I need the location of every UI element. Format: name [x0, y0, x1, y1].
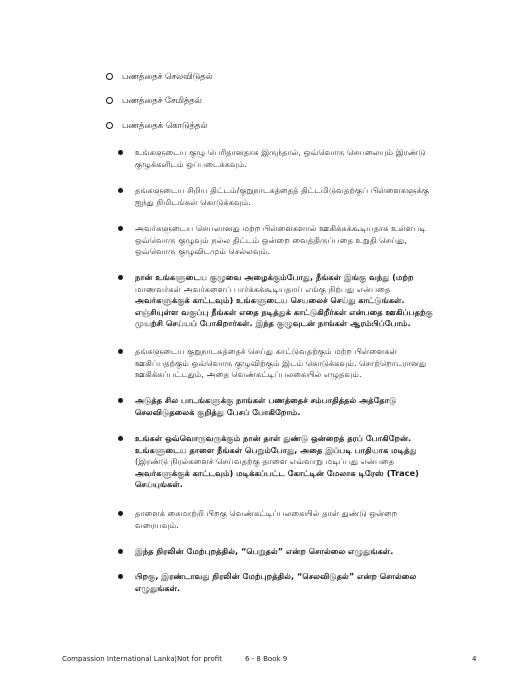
sub-bullet-text: பணத்தைச் செலவிடுதல் [122, 71, 213, 81]
bullet-item [135, 346, 495, 381]
hollow-circle-bullet-icon [106, 97, 113, 104]
sub-bullet-item [122, 120, 207, 131]
bullet-line: உங்களுடைய தாளை நீங்கள் பெறும்போது, அதை இப்படி பாதியாக மடித்து [135, 444, 417, 455]
sub-bullet-text: பணத்தைக் கொடுத்தல் [122, 120, 208, 130]
bullet-line: உங்களுடைய குழு பெரிதானதாக இருந்தால், ஒவ்வொரு செயலையும் இரண்டு [135, 147, 426, 157]
bullet-line: மாணவர்கள் அவர்களைப் பார்க்கக்கூடியதாய் எங்கு நிற்பது என்பதை [135, 283, 391, 294]
hollow-circle-bullet-icon [106, 122, 113, 129]
page-number: 4 [472, 655, 477, 663]
bullet-icon [118, 150, 123, 155]
bullet-line: தங்களுடைய குறுநாடகத்தைச் செய்து காட்டுவதற்கும் மற்ற பிள்ளைகள் [135, 346, 398, 356]
footer-center-text: 6 - 8 Book 9 [245, 655, 288, 663]
bullet-line: ஒவ்வொரு குழுவும் நல்ல திட்டம் ஒன்றை வைத்திருப்பதை உறுதி செய்து, [135, 234, 407, 245]
bullet-icon [118, 549, 123, 554]
bullet-line: வரையவும். [135, 519, 179, 530]
bullet-line: எழுதுங்கள். [135, 582, 181, 593]
bullet-line: அடுத்த சில பாடங்களுக்கு நாங்கள் பணத்தைச் சம்பாதித்தல் அத்தோடு [135, 395, 397, 405]
bullet-item [135, 185, 495, 208]
bullet-item [135, 147, 495, 170]
bullet-icon [118, 349, 123, 354]
bullet-line: தாளைக் கைமாற்றி பிறகு வெண்கட்டிப்பலகையில் தாள் துண்டு ஒன்றை [135, 508, 398, 518]
hollow-circle-bullet-icon [106, 73, 113, 80]
bullet-line: முயற்சி செய்யப் போகிறார்கள். இந்த குழுவுடன் நாங்கள் ஆரம்பிப்போம். [135, 318, 411, 329]
bullet-line: ஐந்து நிமிடங்கள் கொடுக்கவும். [135, 196, 251, 207]
bullet-item [135, 272, 495, 330]
bullet-item [135, 546, 495, 558]
bullet-line: நான் உங்களுடைய குழுவை அழைக்கும்போது, நீங்கள் இங்கு வந்து (மற்ற [135, 272, 414, 282]
bullet-line: தங்களுடைய சிறிய திட்டம்/குறுநாடகத்தைத் திட்டமிடுவதற்குப் பிள்ளைகளுக்கு [135, 185, 430, 195]
bullet-icon [118, 574, 123, 579]
bullet-line: அவர்களுடைய செயலானது மற்ற பிள்ளைகளால் ஊகிக்கக்கூடியதாக உள்ளபடி [135, 223, 426, 233]
bullet-line: ஊகிக்கப்பட்டதும், அதை வெண்கட்டிப்பலகையில் எழுதவும். [135, 369, 362, 380]
bullet-line: எஞ்சியுள்ள வகுப்பு நீங்கள் எதை நடித்துக் காட்டுகிறீர்கள் என்பதை ஊகிப்பதற்கு [135, 306, 433, 317]
bullet-line: செய்யுங்கள். [135, 479, 183, 490]
bullet-icon [118, 511, 123, 516]
bullet-icon [118, 275, 123, 280]
bullet-line: அவர்களுக்குக் காட்டவும்) மடிக்கப்பட்ட கோட்டின் மேலாக டிரேஸ் (Trace) [135, 467, 419, 478]
bullet-item [135, 395, 495, 418]
bullet-item [135, 571, 495, 594]
bullet-line: செலவிடுதலைக் குறித்து பேசப் போகிறோம். [135, 406, 301, 417]
bullet-icon [118, 188, 123, 193]
bullet-icon [118, 436, 123, 441]
bullet-line: ஊகிப்பதற்கும் ஒவ்வொரு குழுவிற்கும் இடம் கொடுக்கவும். சொற்றொடரானது [135, 357, 427, 368]
bullet-item [135, 508, 495, 531]
bullet-line: பிறகு, இரண்டாவது நிரலின் மேற்புறத்தில், “செலவிடுதல்” என்ற சொல்லை [135, 571, 417, 581]
bullet-icon [118, 398, 123, 403]
sub-bullet-item [122, 95, 202, 106]
bullet-line: குழுக்களிடம் ஒப்படைக்கவும். [135, 158, 248, 169]
bullet-line: உங்கள் ஒவ்வொருவருக்கும் நான் தாள் துண்டு ஒன்றைத் தரப் போகிறேன். [135, 433, 412, 443]
sub-bullet-item [122, 71, 213, 82]
bullet-line: ஒவ்வொரு குழுவிடமும் செல்லவும். [135, 246, 270, 257]
footer-left-text: Compassion International Lanka|Not for profit [62, 655, 222, 663]
bullet-icon [118, 226, 123, 231]
bullet-item [135, 433, 495, 491]
bullet-line: (இரண்டு நிரல்களைச் செய்வதற்கு தாளை எவ்வாறு மடிப்பது என்பதை [135, 456, 395, 467]
bullet-item [135, 223, 495, 258]
sub-bullet-text: பணத்தைச் சேமித்தல் [122, 95, 202, 105]
bullet-line: இந்த நிரலின் மேற்புறத்தில், “பெறுதல்” என்ற சொல்லை எழுதுங்கள். [135, 546, 394, 556]
bullet-line: அவர்களுக்குக் காட்டவும்) உங்களுடைய செயலைச் செய்து காட்டுங்கள். [135, 295, 405, 306]
